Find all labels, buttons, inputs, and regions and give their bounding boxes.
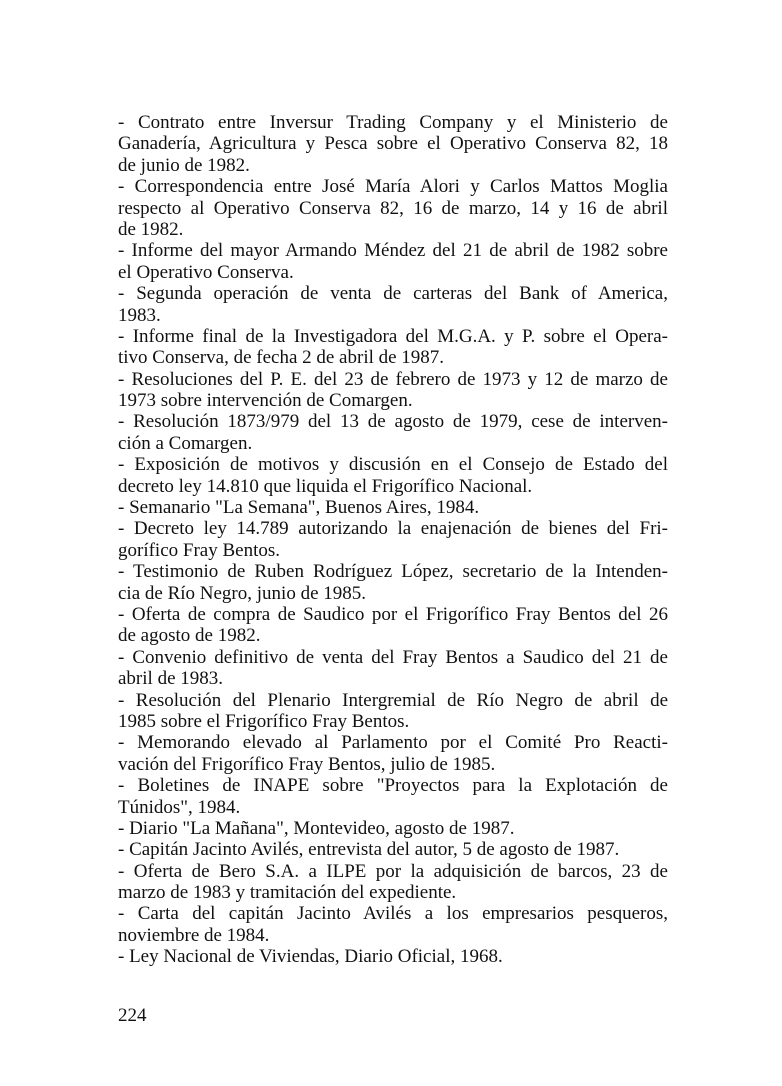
reference-item	[118, 454, 668, 497]
reference-line: abril de 1983.	[118, 668, 224, 690]
reference-line: cia de Río Negro, junio de 1985.	[118, 582, 367, 604]
reference-line: Túnidos", 1984.	[118, 796, 241, 818]
reference-item	[118, 369, 668, 412]
reference-item	[118, 326, 668, 369]
reference-item	[118, 240, 668, 283]
page-number: 224	[118, 1005, 147, 1026]
reference-list	[118, 112, 668, 968]
reference-line: - Decreto ley 14.789 autorizando la enajenación de bienes del Fri-	[118, 518, 668, 540]
reference-line: - Diario "La Mañana", Montevideo, agosto de 1987.	[118, 817, 515, 839]
reference-line: respecto al Operativo Conserva 82, 16 de marzo, 14 y 16 de abril	[118, 197, 668, 219]
reference-item	[118, 861, 668, 904]
reference-item	[118, 775, 668, 818]
reference-line: 1985 sobre el Frigorífico Fray Bentos.	[118, 710, 410, 732]
reference-line: - Ley Nacional de Viviendas, Diario Oficial, 1968.	[118, 946, 503, 968]
reference-line: - Capitán Jacinto Avilés, entrevista del autor, 5 de agosto de 1987.	[118, 839, 620, 861]
reference-line: - Resolución 1873/979 del 13 de agosto de 1979, cese de interven-	[118, 411, 668, 433]
reference-item	[118, 176, 668, 240]
reference-item	[118, 518, 668, 561]
reference-item	[118, 112, 668, 176]
reference-item	[118, 604, 668, 647]
reference-line: - Resolución del Plenario Intergremial de Río Negro de abril de	[118, 689, 668, 711]
reference-line: de agosto de 1982.	[118, 625, 261, 647]
reference-item	[118, 732, 668, 775]
reference-line: de junio de 1982.	[118, 154, 250, 176]
reference-line: - Convenio definitivo de venta del Fray Bentos a Saudico del 21 de	[118, 646, 668, 668]
reference-line: - Contrato entre Inversur Trading Company y el Ministerio de	[118, 112, 668, 133]
reference-line: - Resoluciones del P. E. del 23 de febrero de 1973 y 12 de marzo de	[118, 368, 668, 390]
reference-line: - Oferta de Bero S.A. a ILPE por la adquisición de barcos, 23 de	[118, 860, 668, 882]
reference-line: - Informe del mayor Armando Méndez del 21 de abril de 1982 sobre	[118, 240, 668, 262]
reference-line: - Exposición de motivos y discusión en el Consejo de Estado del	[118, 454, 668, 476]
reference-line: vación del Frigorífico Fray Bentos, julio de 1985.	[118, 753, 496, 775]
reference-item	[118, 497, 668, 518]
reference-item	[118, 903, 668, 946]
reference-line: - Correspondencia entre José María Alori y Carlos Mattos Moglia	[118, 176, 668, 198]
reference-item	[118, 647, 668, 690]
reference-line: de 1982.	[118, 218, 184, 240]
reference-line: - Boletines de INAPE sobre "Proyectos para la Explotación de	[118, 775, 668, 797]
reference-line: - Testimonio de Ruben Rodríguez López, secretario de la Intenden-	[118, 561, 668, 583]
reference-line: 1983.	[118, 304, 161, 326]
reference-line: Ganadería, Agricultura y Pesca sobre el Operativo Conserva 82, 18	[118, 133, 668, 155]
reference-line: - Segunda operación de venta de carteras del Bank of America,	[118, 283, 668, 305]
reference-item	[118, 561, 668, 604]
reference-item	[118, 818, 668, 839]
reference-item	[118, 283, 668, 326]
reference-line: ción a Comargen.	[118, 432, 253, 454]
reference-line: 1973 sobre intervención de Comargen.	[118, 390, 413, 412]
reference-line: tivo Conserva, de fecha 2 de abril de 1987.	[118, 347, 445, 369]
reference-line: - Carta del capitán Jacinto Avilés a los empresarios pesqueros,	[118, 903, 668, 925]
reference-item	[118, 690, 668, 733]
reference-line: - Semanario "La Semana", Buenos Aires, 1984.	[118, 497, 480, 519]
reference-line: - Oferta de compra de Saudico por el Frigorífico Fray Bentos del 26	[118, 603, 668, 625]
reference-line: noviembre de 1984.	[118, 924, 270, 946]
reference-line: decreto ley 14.810 que liquida el Frigorífico Nacional.	[118, 475, 533, 497]
reference-line: marzo de 1983 y tramitación del expediente.	[118, 882, 457, 904]
reference-item	[118, 839, 668, 860]
reference-line: gorífico Fray Bentos.	[118, 539, 281, 561]
reference-line: el Operativo Conserva.	[118, 261, 294, 283]
reference-line: - Memorando elevado al Parlamento por el Comité Pro Reacti-	[118, 732, 668, 754]
reference-item	[118, 946, 668, 967]
reference-item	[118, 411, 668, 454]
reference-line: - Informe final de la Investigadora del M.G.A. y P. sobre el Opera-	[118, 325, 668, 347]
